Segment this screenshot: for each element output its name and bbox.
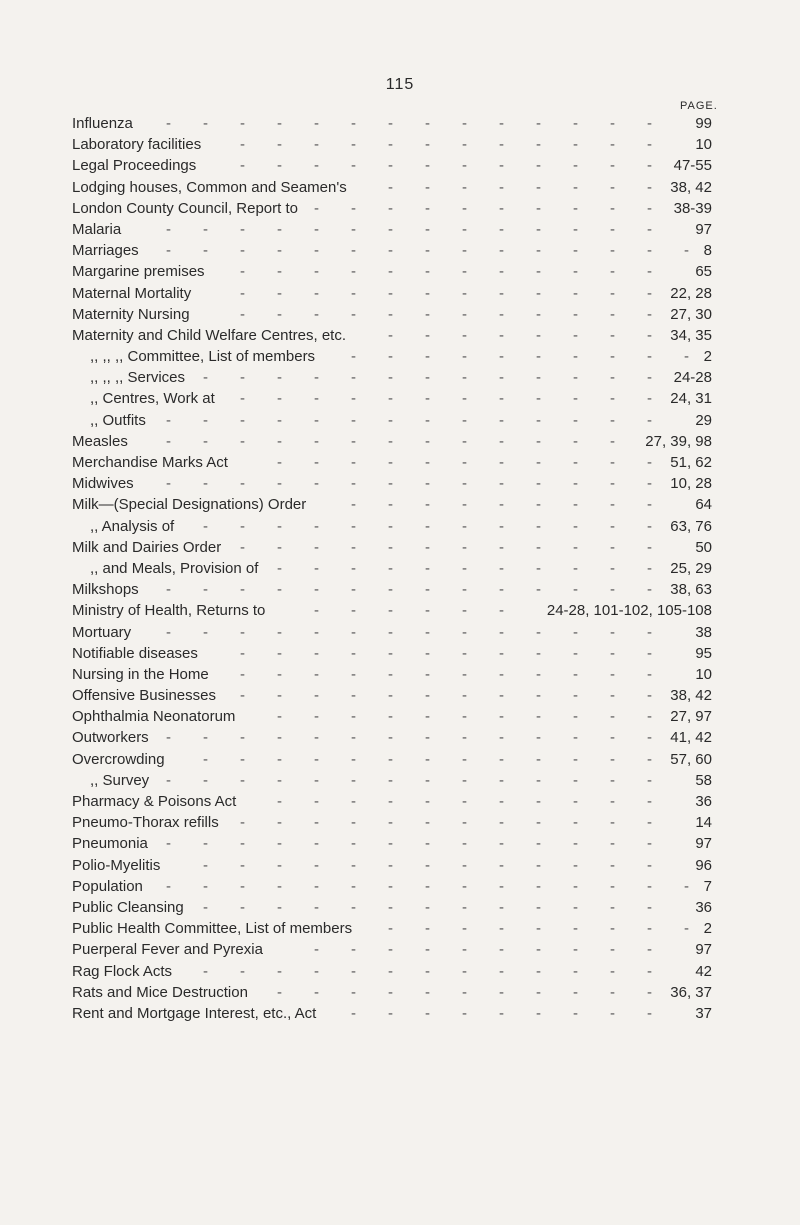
- index-entry: - - - - - - - - - - - - - ,, ,, ,, Services 24-28: [72, 367, 712, 388]
- index-term: Pneumo-Thorax refills: [72, 814, 219, 832]
- index-page-numbers: 41, 42: [670, 729, 712, 747]
- index-entry: - - - - - - - - - - - - Maternity Nursing 27, 30: [72, 304, 712, 325]
- index-entry: - - - - - - - - - - - - Pneumo-Thorax refills 14: [72, 812, 712, 833]
- index-term: Merchandise Marks Act: [72, 454, 228, 471]
- index-term: Outworkers: [72, 729, 149, 747]
- index-entry: - - - - - - - - - - - - - - Outworkers 41, 42: [72, 727, 712, 748]
- index-entry: - - - - - - - - - - - - ,, Centres, Work at 24, 31: [72, 388, 712, 409]
- index-term: Rent and Mortgage Interest, etc., Act: [72, 1004, 317, 1022]
- index-entry: - - - - - - - - - - - Ophthalmia Neonatorum 27, 97: [72, 706, 712, 727]
- index-entry: - - - - - - - - - - ,, ,, ,, Committee, List of members 2: [72, 346, 712, 367]
- index-term: Maternal Mortality: [72, 284, 192, 302]
- index-page-numbers: 14: [695, 814, 712, 832]
- index-page-numbers: 34, 35: [670, 326, 712, 344]
- index-term: Maternity Nursing: [72, 305, 190, 323]
- index-entry: - - - - - - - - - - - - Margarine premises 65: [72, 261, 712, 282]
- index-page-numbers: 38-39: [673, 199, 712, 217]
- index-term: Margarine premises: [72, 263, 205, 281]
- index-page-numbers: 63, 76: [670, 517, 712, 535]
- index-page-numbers: 27, 97: [670, 708, 712, 726]
- index-page-numbers: 8: [703, 242, 712, 260]
- index-entry: - - - - - - - - - - - - Nursing in the Home 10: [72, 664, 712, 685]
- index-entry: - - - - - - - - - - - - - - Midwives 10, 28: [72, 473, 712, 494]
- index-term: Rag Flock Acts: [72, 962, 173, 980]
- index-page-numbers: 57, 60: [670, 750, 712, 768]
- index-page-numbers: 7: [703, 877, 712, 895]
- index-term: ,, ,, ,, Committee, List of members: [90, 348, 316, 366]
- index-term: Ophthalmia Neonatorum: [72, 708, 236, 726]
- index-page-numbers: 95: [695, 644, 712, 662]
- index-term: Public Health Committee, List of members: [72, 920, 353, 938]
- index-term: Midwives: [72, 475, 134, 493]
- index-entry: - - - - - - - - - - - - - Overcrowding 57, 60: [72, 749, 712, 770]
- index-entry: - - - - - - - - - - - - Notifiable diseases 95: [72, 643, 712, 664]
- index-entry: - - - - - - - - - - - - - Rag Flock Acts 42: [72, 961, 712, 982]
- index-term: Overcrowding: [72, 750, 165, 768]
- index-term: Measles: [72, 432, 128, 450]
- index-page-numbers: 50: [695, 538, 712, 556]
- index-term: London County Council, Report to: [72, 199, 298, 217]
- index-page-numbers: 10, 28: [670, 475, 712, 493]
- index-term: Population: [72, 877, 143, 895]
- index-page-numbers: 22, 28: [670, 284, 712, 302]
- index-page-numbers: 97: [695, 220, 712, 238]
- index-term: Lodging houses, Common and Seamen's: [72, 178, 347, 196]
- index-page-numbers: 38, 42: [670, 687, 712, 705]
- index-entry: - - - - - - - - - - - - - Measles 27, 39, 98: [72, 431, 712, 452]
- index-page-numbers: 2: [703, 348, 712, 366]
- index-page-numbers: 10: [695, 665, 712, 683]
- index-term: Puerperal Fever and Pyrexia: [72, 941, 263, 959]
- index-page-numbers: 24-28: [673, 369, 712, 387]
- index-page-numbers: 36, 37: [670, 983, 712, 1001]
- index-page-numbers: 27, 39, 98: [645, 432, 712, 450]
- index-entry: - - - - - - - - - - - - Offensive Businesses 38, 42: [72, 685, 712, 706]
- index-term: Malaria: [72, 220, 122, 238]
- index-entry: - - - - - - - - - - - - - - Pneumonia 97: [72, 833, 712, 854]
- index-list: [72, 113, 712, 1024]
- index-term: Laboratory facilities: [72, 136, 202, 154]
- index-page-numbers: 58: [695, 771, 712, 789]
- index-entry: - - - - - - - - - - - - Maternal Mortality 22, 28: [72, 283, 712, 304]
- index-entry: - - - - - - - - - - - Pharmacy & Poisons Act 36: [72, 791, 712, 812]
- index-entry: - - - - - - - - - - - - - - Milkshops 38, 63: [72, 579, 712, 600]
- index-entry: - - - - - - - - - - - - - - ,, Survey 58: [72, 770, 712, 791]
- index-page-numbers: 99: [695, 115, 712, 132]
- index-page-numbers: 37: [695, 1004, 712, 1022]
- index-page-numbers: 27, 30: [670, 305, 712, 323]
- index-term: Mortuary: [72, 623, 132, 641]
- index-term: ,, Outfits: [90, 411, 146, 429]
- index-page-numbers: 25, 29: [670, 559, 712, 577]
- index-page-numbers: 36: [695, 793, 712, 810]
- index-entry: - - - - - - - - - Milk—(Special Designations) Order 64: [72, 494, 712, 515]
- index-term: Pharmacy & Poisons Act: [72, 793, 237, 810]
- index-entry: - - - - - - Ministry of Health, Returns to 24-28, 101-102, 105-108: [72, 600, 712, 621]
- index-term: Offensive Businesses: [72, 687, 216, 705]
- index-page-numbers: 47-55: [673, 157, 712, 175]
- index-entry: - - - - - - - - - - - - - Public Cleansing 36: [72, 897, 712, 918]
- index-page-numbers: 38, 42: [670, 178, 712, 196]
- index-page-numbers: 96: [695, 856, 712, 874]
- index-entry: - - - - - - - - Lodging houses, Common and Seamen's 38, 42: [72, 177, 712, 198]
- index-entry: - - - - - - - - - - - - - - Mortuary 38: [72, 622, 712, 643]
- index-entry: - - - - - - - - - - London County Council, Report to 38-39: [72, 198, 712, 219]
- index-entry: - - - - - - - - - - - - - ,, Analysis of 63, 76: [72, 516, 712, 537]
- index-entry: - - - - - - - - - - - - - - Influenza 99: [72, 113, 712, 134]
- index-term: ,, Analysis of: [90, 517, 175, 535]
- index-term: Public Cleansing: [72, 898, 184, 916]
- page-column-heading: PAGE.: [680, 100, 718, 112]
- index-page-numbers: 29: [695, 411, 712, 429]
- index-entry: - - - - - - - - - - - - - - Malaria 97: [72, 219, 712, 240]
- index-page-numbers: 64: [695, 496, 712, 514]
- index-term: Rats and Mice Destruction: [72, 983, 248, 1001]
- index-term: Pneumonia: [72, 835, 148, 853]
- index-page-numbers: 42: [695, 962, 712, 980]
- index-entry: - - - - - - - - - - - - Laboratory facilities 10: [72, 134, 712, 155]
- index-entry: - - - - - - - - - - - Rats and Mice Destruction 36, 37: [72, 982, 712, 1003]
- index-term: Milk and Dairies Order: [72, 538, 222, 556]
- index-page-numbers: 38: [695, 623, 712, 641]
- index-entry: - - - - - - - - - Rent and Mortgage Interest, etc., Act 37: [72, 1003, 712, 1024]
- index-entry: - - - - - - - - - - - - - - - Marriages 8: [72, 240, 712, 261]
- index-entry: - - - - - - - - Maternity and Child Welfare Centres, etc. 34, 35: [72, 325, 712, 346]
- index-term: Polio-Myelitis: [72, 856, 161, 874]
- index-entry: - - - - - - - - - - - Merchandise Marks Act 51, 62: [72, 452, 712, 473]
- index-entry: - - - - - - - - - - - - - - ,, Outfits 29: [72, 410, 712, 431]
- index-entry: - - - - - - - - - - - - Milk and Dairies Order 50: [72, 537, 712, 558]
- index-page-numbers: 24, 31: [670, 390, 712, 408]
- index-term: Marriages: [72, 242, 139, 260]
- index-term: Influenza: [72, 115, 133, 132]
- index-term: Nursing in the Home: [72, 665, 209, 683]
- index-term: Ministry of Health, Returns to: [72, 602, 266, 620]
- index-term: ,, and Meals, Provision of: [90, 559, 259, 577]
- index-term: Legal Proceedings: [72, 157, 197, 175]
- index-term: Notifiable diseases: [72, 644, 198, 662]
- index-term: Milkshops: [72, 581, 139, 599]
- index-entry: - - - - - - - - - - - - Legal Proceedings 47-55: [72, 155, 712, 176]
- index-entry: - - - - - - - - - Public Health Committee, List of members 2: [72, 918, 712, 939]
- index-entry: - - - - - - - - - - Puerperal Fever and Pyrexia 97: [72, 939, 712, 960]
- index-page-numbers: 51, 62: [670, 454, 712, 471]
- index-entry: - - - - - - - - - - - ,, and Meals, Provision of 25, 29: [72, 558, 712, 579]
- index-page-numbers: 2: [703, 920, 712, 938]
- index-page-numbers: 24-28, 101-102, 105-108: [546, 602, 712, 620]
- index-term: ,, Survey: [90, 771, 150, 789]
- index-entry: - - - - - - - - - - - - - - - Population 7: [72, 876, 712, 897]
- index-page-numbers: 36: [695, 898, 712, 916]
- index-entry: - - - - - - - - - - - - - Polio-Myelitis 96: [72, 855, 712, 876]
- index-page-numbers: 65: [695, 263, 712, 281]
- index-term: Maternity and Child Welfare Centres, etc.: [72, 326, 347, 344]
- page-number: 115: [385, 76, 415, 93]
- index-page-numbers: 97: [695, 941, 712, 959]
- index-page-numbers: 38, 63: [670, 581, 712, 599]
- index-term: Milk—(Special Designations) Order: [72, 496, 307, 514]
- index-term: ,, Centres, Work at: [90, 390, 215, 408]
- index-page-numbers: 10: [695, 136, 712, 154]
- index-term: ,, ,, ,, Services: [90, 369, 186, 387]
- index-page-numbers: 97: [695, 835, 712, 853]
